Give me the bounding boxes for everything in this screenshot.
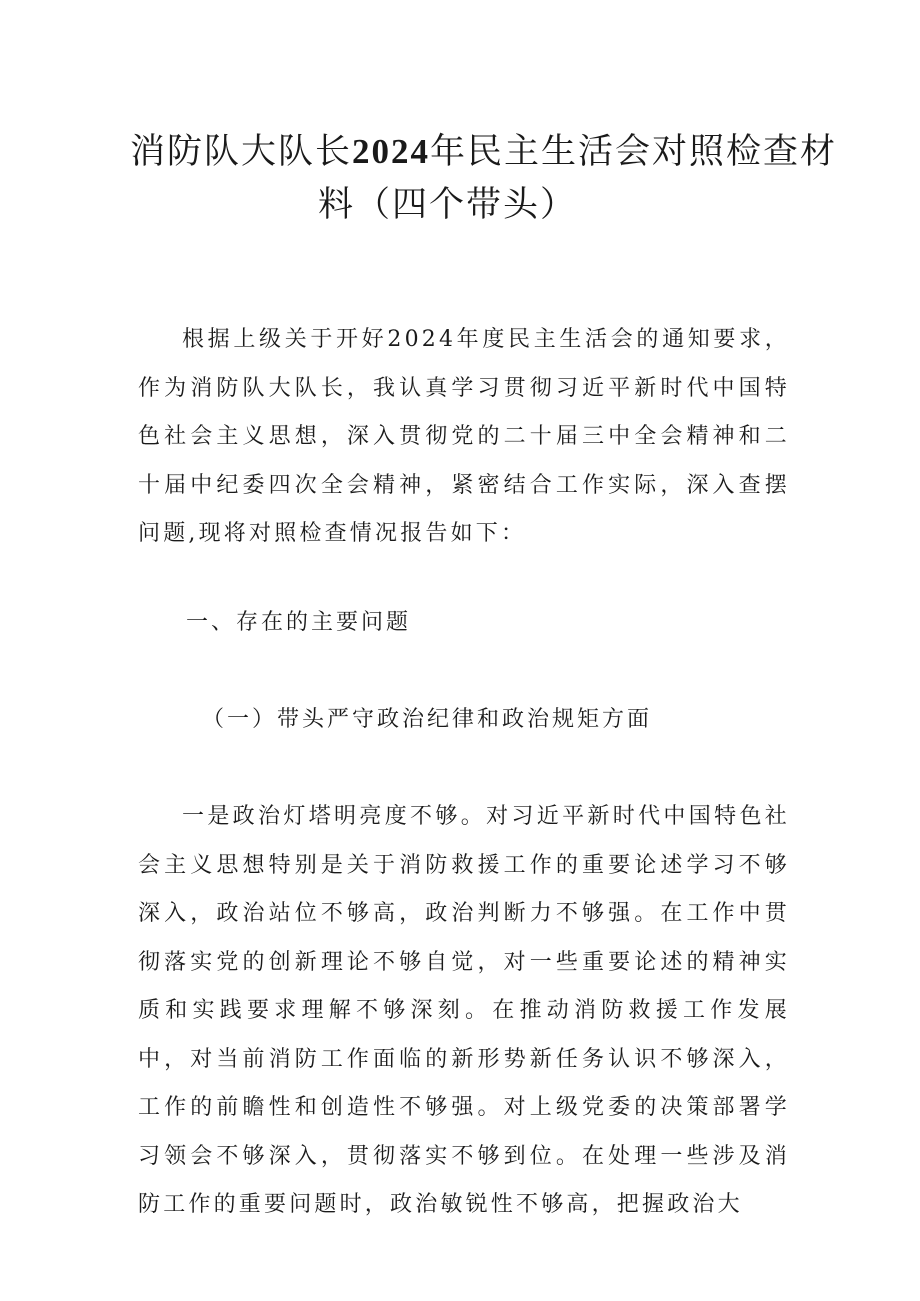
intro-paragraph: 根据上级关于开好2024年度民主生活会的通知要求，作为消防队大队长，我认真学习贯彻习近平新时代中国特色社会主义思想，深入贯彻党的二十届三中全会精神和二十届中纪委四次全会精神，紧密结合工作实际，深入查摆问题,现将对照检查情况报告如下： (138, 327, 790, 546)
title-text-part-2: 年民主生活会对照检查材 (430, 132, 838, 172)
section-heading: 一、存在的主要问题 (186, 610, 412, 635)
document-title-line-1 (130, 132, 838, 172)
document-title-line-2: 料（四个带头） (318, 185, 578, 225)
subsection-heading: （一）带头严守政治纪律和政治规矩方面 (202, 707, 653, 732)
title-text-part-1: 消防队大队长 (130, 132, 353, 172)
body-paragraph: 一是政治灯塔明亮度不够。对习近平新时代中国特色社会主义思想特别是关于消防救援工作的重要论述学习不够深入，政治站位不够高，政治判断力不够强。在工作中贯彻落实党的创新理论不够自觉，对一些重要论述的精神实质和实践要求理解不够深刻。在推动消防救援工作发展中，对当前消防工作面临的新形势新任务认识不够深入，工作的前瞻性和创造性不够强。对上级党委的决策部署学习领会不够深入，贯彻落实不够到位。在处理一些涉及消防工作的重要问题时，政治敏锐性不够高，把握政治大 (138, 804, 790, 1217)
title-year: 2024 (352, 132, 431, 171)
